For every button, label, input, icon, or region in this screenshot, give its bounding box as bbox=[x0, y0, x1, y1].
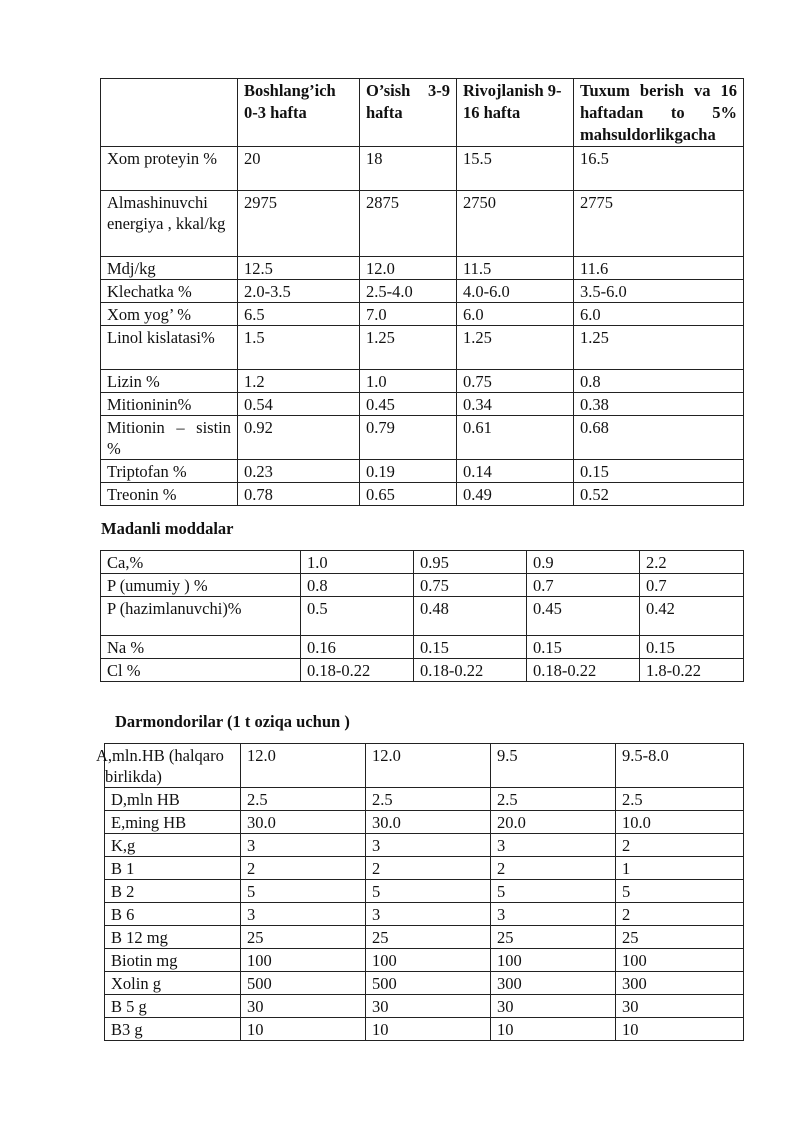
row-value: 0.19 bbox=[360, 460, 457, 483]
row-value: 30.0 bbox=[366, 811, 491, 834]
row-label: P (umumiy ) % bbox=[101, 574, 301, 597]
row-value: 1.25 bbox=[574, 326, 744, 370]
row-value: 100 bbox=[616, 949, 744, 972]
row-value: 10 bbox=[616, 1018, 744, 1041]
row-value: 2.5 bbox=[491, 788, 616, 811]
table-row bbox=[101, 460, 744, 483]
table-row bbox=[101, 551, 744, 574]
row-value: 0.14 bbox=[457, 460, 574, 483]
row-value: 2.5 bbox=[366, 788, 491, 811]
table-row bbox=[105, 744, 744, 788]
row-value: 25 bbox=[616, 926, 744, 949]
row-value: 0.18-0.22 bbox=[414, 659, 527, 682]
minerals-heading: Madanli moddalar bbox=[101, 519, 234, 538]
row-value: 15.5 bbox=[457, 147, 574, 191]
table-row bbox=[101, 574, 744, 597]
row-value: 0.15 bbox=[574, 460, 744, 483]
row-label: B 1 bbox=[105, 857, 241, 880]
row-value: 2 bbox=[616, 834, 744, 857]
row-value: 3 bbox=[241, 903, 366, 926]
row-value: 3 bbox=[241, 834, 366, 857]
row-value: 0.9 bbox=[527, 551, 640, 574]
row-value: 20 bbox=[238, 147, 360, 191]
row-value: 5 bbox=[366, 880, 491, 903]
row-label: K,g bbox=[105, 834, 241, 857]
row-value: 16.5 bbox=[574, 147, 744, 191]
row-value: 7.0 bbox=[360, 303, 457, 326]
row-label: Mdj/kg bbox=[101, 257, 238, 280]
row-value: 0.38 bbox=[574, 393, 744, 416]
header-stage-2: O’sish 3-9 hafta bbox=[360, 79, 457, 147]
table-row bbox=[105, 972, 744, 995]
table-row bbox=[105, 788, 744, 811]
row-label: B 12 mg bbox=[105, 926, 241, 949]
row-value: 12.0 bbox=[360, 257, 457, 280]
row-value: 30 bbox=[241, 995, 366, 1018]
table-header-row bbox=[101, 79, 744, 147]
row-value: 100 bbox=[366, 949, 491, 972]
row-value: 0.42 bbox=[640, 597, 744, 636]
row-value: 2 bbox=[241, 857, 366, 880]
row-value: 0.34 bbox=[457, 393, 574, 416]
row-label: Mitioninin% bbox=[101, 393, 238, 416]
row-value: 0.8 bbox=[301, 574, 414, 597]
row-value: 1.8-0.22 bbox=[640, 659, 744, 682]
row-value: 3 bbox=[366, 834, 491, 857]
row-value: 0.5 bbox=[301, 597, 414, 636]
row-label: B 6 bbox=[105, 903, 241, 926]
row-value: 9.5 bbox=[491, 744, 616, 788]
row-value: 5 bbox=[491, 880, 616, 903]
row-value: 2.0-3.5 bbox=[238, 280, 360, 303]
row-value: 18 bbox=[360, 147, 457, 191]
row-value: 30 bbox=[366, 995, 491, 1018]
row-value: 0.18-0.22 bbox=[301, 659, 414, 682]
row-value: 6.5 bbox=[238, 303, 360, 326]
row-value: 3.5-6.0 bbox=[574, 280, 744, 303]
row-label: Mitionin – sistin % bbox=[101, 416, 238, 460]
row-label: Triptofan % bbox=[101, 460, 238, 483]
row-label: Cl % bbox=[101, 659, 301, 682]
header-empty-cell bbox=[101, 79, 238, 147]
vitamins-heading: Darmondorilar (1 t oziqa uchun ) bbox=[115, 712, 350, 731]
table-row bbox=[105, 834, 744, 857]
row-value: 12.5 bbox=[238, 257, 360, 280]
row-value: 5 bbox=[241, 880, 366, 903]
row-label: Ca,% bbox=[101, 551, 301, 574]
table-row bbox=[101, 326, 744, 370]
row-value: 0.79 bbox=[360, 416, 457, 460]
row-value: 1.0 bbox=[301, 551, 414, 574]
row-value: 1.2 bbox=[238, 370, 360, 393]
row-value: 12.0 bbox=[366, 744, 491, 788]
row-value: 2875 bbox=[360, 191, 457, 257]
row-value: 1.25 bbox=[457, 326, 574, 370]
row-label: D,mln HB bbox=[105, 788, 241, 811]
header-stage-4: Tuxum berish va 16 haftadan to 5% mahsuldorlikgacha bbox=[574, 79, 744, 147]
row-value: 25 bbox=[241, 926, 366, 949]
table-row bbox=[101, 597, 744, 636]
row-value: 0.75 bbox=[414, 574, 527, 597]
row-label: Linol kislatasi% bbox=[101, 326, 238, 370]
row-value: 1.0 bbox=[360, 370, 457, 393]
row-value: 2.5 bbox=[241, 788, 366, 811]
row-value: 0.45 bbox=[360, 393, 457, 416]
row-value: 0.16 bbox=[301, 636, 414, 659]
row-value: 10 bbox=[241, 1018, 366, 1041]
row-label: Xom yog’ % bbox=[101, 303, 238, 326]
table-row bbox=[101, 303, 744, 326]
row-label: Na % bbox=[101, 636, 301, 659]
table-row bbox=[101, 147, 744, 191]
table-row bbox=[105, 949, 744, 972]
row-value: 0.18-0.22 bbox=[527, 659, 640, 682]
row-value: 0.49 bbox=[457, 483, 574, 506]
table-row bbox=[101, 416, 744, 460]
row-value: 10 bbox=[491, 1018, 616, 1041]
row-value: 6.0 bbox=[457, 303, 574, 326]
table-row bbox=[101, 257, 744, 280]
row-label: A,mln.HB (halqaro birlikda) bbox=[105, 744, 241, 788]
row-value: 20.0 bbox=[491, 811, 616, 834]
row-value: 11.5 bbox=[457, 257, 574, 280]
table-row bbox=[105, 926, 744, 949]
row-label: Xolin g bbox=[105, 972, 241, 995]
row-value: 0.15 bbox=[527, 636, 640, 659]
row-value: 1.25 bbox=[360, 326, 457, 370]
table-row bbox=[105, 811, 744, 834]
row-value: 0.8 bbox=[574, 370, 744, 393]
row-value: 30 bbox=[491, 995, 616, 1018]
row-value: 0.61 bbox=[457, 416, 574, 460]
minerals-table bbox=[100, 550, 744, 682]
table-row bbox=[105, 995, 744, 1018]
row-value: 2.5 bbox=[616, 788, 744, 811]
row-label: B3 g bbox=[105, 1018, 241, 1041]
nutrition-table bbox=[100, 78, 744, 506]
row-value: 0.23 bbox=[238, 460, 360, 483]
row-value: 100 bbox=[491, 949, 616, 972]
row-label: Lizin % bbox=[101, 370, 238, 393]
row-value: 5 bbox=[616, 880, 744, 903]
vitamins-table bbox=[96, 743, 744, 1041]
row-label: B 2 bbox=[105, 880, 241, 903]
row-value: 2750 bbox=[457, 191, 574, 257]
row-value: 30.0 bbox=[241, 811, 366, 834]
row-value: 25 bbox=[366, 926, 491, 949]
table-row bbox=[101, 659, 744, 682]
row-value: 500 bbox=[241, 972, 366, 995]
row-value: 6.0 bbox=[574, 303, 744, 326]
row-label: Treonin % bbox=[101, 483, 238, 506]
row-value: 2.5-4.0 bbox=[360, 280, 457, 303]
table-row bbox=[101, 393, 744, 416]
row-value: 0.95 bbox=[414, 551, 527, 574]
row-value: 2.2 bbox=[640, 551, 744, 574]
row-value: 10.0 bbox=[616, 811, 744, 834]
row-value: 0.54 bbox=[238, 393, 360, 416]
row-value: 10 bbox=[366, 1018, 491, 1041]
row-value: 2 bbox=[491, 857, 616, 880]
header-stage-1: Boshlang’ich 0-3 hafta bbox=[238, 79, 360, 147]
row-label: B 5 g bbox=[105, 995, 241, 1018]
row-value: 0.7 bbox=[527, 574, 640, 597]
row-label: P (hazimlanuvchi)% bbox=[101, 597, 301, 636]
table-row bbox=[105, 880, 744, 903]
row-value: 11.6 bbox=[574, 257, 744, 280]
row-value: 0.75 bbox=[457, 370, 574, 393]
row-value: 3 bbox=[366, 903, 491, 926]
row-value: 4.0-6.0 bbox=[457, 280, 574, 303]
row-value: 0.52 bbox=[574, 483, 744, 506]
table-row bbox=[101, 370, 744, 393]
row-value: 500 bbox=[366, 972, 491, 995]
table-row bbox=[101, 483, 744, 506]
row-value: 1 bbox=[616, 857, 744, 880]
row-value: 300 bbox=[491, 972, 616, 995]
row-label: Xom proteyin % bbox=[101, 147, 238, 191]
row-value: 0.7 bbox=[640, 574, 744, 597]
table-row bbox=[105, 903, 744, 926]
row-value: 0.45 bbox=[527, 597, 640, 636]
row-value: 2975 bbox=[238, 191, 360, 257]
row-value: 2 bbox=[616, 903, 744, 926]
row-value: 0.15 bbox=[640, 636, 744, 659]
row-value: 2775 bbox=[574, 191, 744, 257]
table-row bbox=[101, 280, 744, 303]
row-value: 9.5-8.0 bbox=[616, 744, 744, 788]
row-value: 100 bbox=[241, 949, 366, 972]
row-label: Klechatka % bbox=[101, 280, 238, 303]
row-value: 0.15 bbox=[414, 636, 527, 659]
row-value: 0.92 bbox=[238, 416, 360, 460]
row-value: 0.65 bbox=[360, 483, 457, 506]
table-row bbox=[105, 1018, 744, 1041]
table-row bbox=[101, 636, 744, 659]
table-row bbox=[105, 857, 744, 880]
row-label: Biotin mg bbox=[105, 949, 241, 972]
row-label: Almashinuvchi energiya , kkal/kg bbox=[101, 191, 238, 257]
row-value: 0.78 bbox=[238, 483, 360, 506]
row-value: 3 bbox=[491, 834, 616, 857]
table-row bbox=[101, 191, 744, 257]
row-value: 2 bbox=[366, 857, 491, 880]
row-value: 30 bbox=[616, 995, 744, 1018]
row-value: 12.0 bbox=[241, 744, 366, 788]
row-value: 3 bbox=[491, 903, 616, 926]
row-value: 0.68 bbox=[574, 416, 744, 460]
row-label: E,ming HB bbox=[105, 811, 241, 834]
row-value: 300 bbox=[616, 972, 744, 995]
row-value: 0.48 bbox=[414, 597, 527, 636]
row-value: 1.5 bbox=[238, 326, 360, 370]
row-value: 25 bbox=[491, 926, 616, 949]
header-stage-3: Rivojlanish 9-16 hafta bbox=[457, 79, 574, 147]
